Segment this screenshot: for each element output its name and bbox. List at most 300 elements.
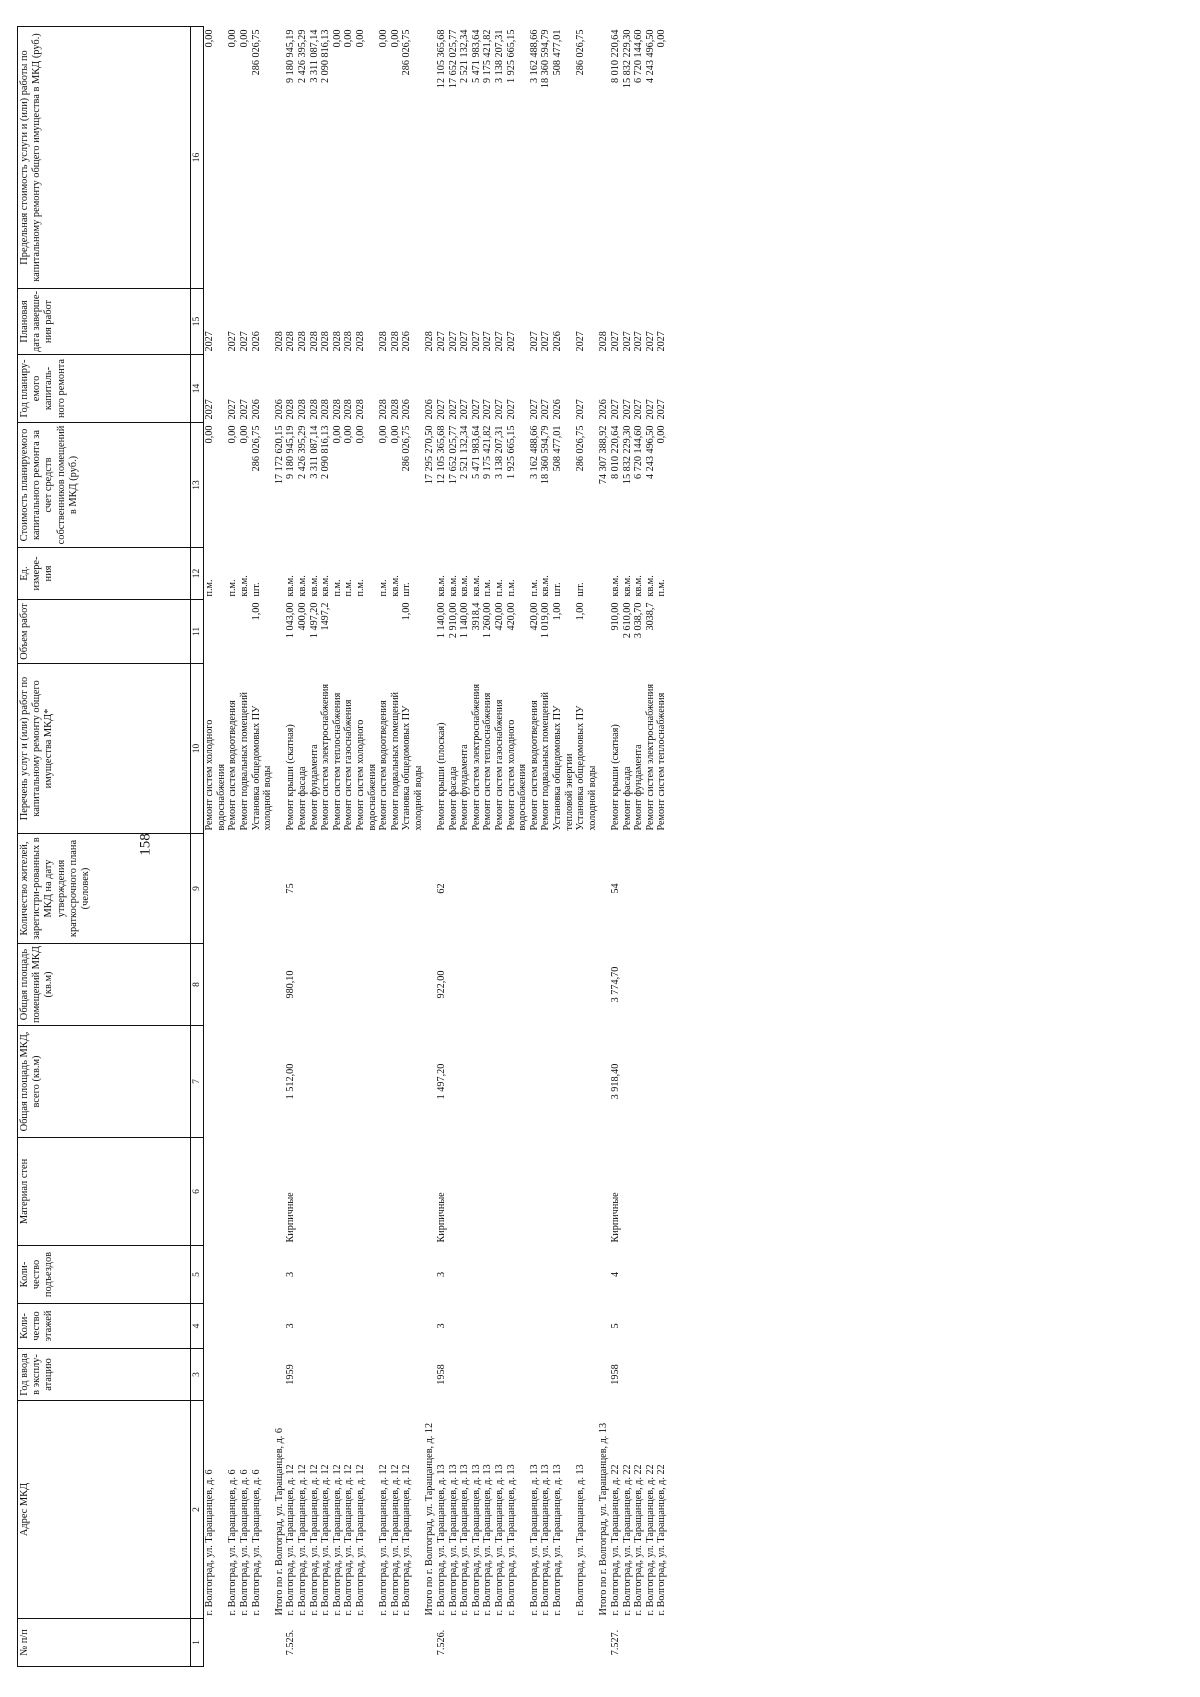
wall-material-cell (204, 1138, 228, 1246)
premises-area-cell (482, 944, 494, 1026)
row-number-cell: 7.525. (285, 1629, 297, 1656)
residents-count-cell (424, 834, 436, 944)
planned-cost-cell: 4 243 496,50 (644, 425, 656, 479)
work-volume-cell (239, 600, 251, 664)
planned-year-cell: 2027 (575, 399, 587, 420)
premises-area-cell (297, 944, 309, 1026)
premises-area-cell (448, 944, 460, 1026)
entrances-count-cell (297, 1246, 309, 1304)
residents-count-cell (494, 834, 506, 944)
table-row (401, 27, 424, 1667)
unit-cell: шт. (250, 582, 262, 597)
cost-limit-cell: 3 162 488,66 (528, 29, 540, 83)
planned-cost-cell: 0,00 (204, 425, 216, 444)
address-cell: Итого по г. Волгоград, ул. Таращанцев, д. 6 (273, 1428, 285, 1616)
residents-count-cell (529, 834, 541, 944)
floors-count-cell (378, 1304, 390, 1349)
wall-material-cell (633, 1138, 645, 1246)
floors-count-cell (575, 1304, 598, 1349)
cost-limit-cell: 0,00 (354, 29, 366, 48)
column-number: 1 (191, 1619, 204, 1667)
year-built-cell (494, 1349, 506, 1401)
wall-material-cell (378, 1138, 390, 1246)
table-row (297, 27, 309, 1667)
wall-material-cell: Кирпичные (609, 1192, 621, 1243)
unit-cell: кв.м. (447, 575, 459, 597)
row-number-cell (482, 1619, 494, 1667)
table-row (320, 27, 332, 1667)
table-row (529, 27, 541, 1667)
wall-material-cell (598, 1138, 610, 1246)
column-number: 6 (191, 1138, 204, 1246)
total-area-cell (482, 1026, 494, 1138)
floors-count-cell: 3 (285, 1323, 297, 1329)
residents-count-cell (239, 834, 251, 944)
floors-count-cell (227, 1304, 239, 1349)
completion-year-cell: 2027 (621, 331, 633, 352)
total-area-cell (622, 1026, 634, 1138)
unit-cell (598, 548, 610, 600)
address-cell: г. Волгоград, ул. Таращанцев, д. 13 (459, 1464, 471, 1616)
year-built-cell (424, 1349, 436, 1401)
planned-cost-cell: 5 471 983,64 (470, 425, 482, 479)
address-cell: г. Волгоград, ул. Таращанцев, д. 6 (204, 1469, 216, 1616)
work-type-cell: Ремонт систем газоснабжения (494, 699, 506, 831)
completion-year-cell: 2027 (644, 331, 656, 352)
row-number-cell (448, 1619, 460, 1667)
residents-count-cell (332, 834, 344, 944)
cost-limit-cell: 0,00 (331, 29, 343, 48)
year-built-cell (552, 1349, 575, 1401)
header-cell: Общая площадь помещений МКД (кв.м) (18, 944, 191, 1026)
residents-count-cell (390, 834, 402, 944)
floors-count-cell (390, 1304, 402, 1349)
completion-year-cell: 2027 (204, 331, 216, 352)
work-type-cell: Ремонт крыши (плоская) (436, 722, 448, 831)
row-number-cell (401, 1619, 424, 1667)
address-cell: г. Волгоград, ул. Таращанцев, д. 22 (609, 1464, 621, 1616)
wall-material-cell (320, 1138, 332, 1246)
work-volume-cell: 420,00 (505, 602, 517, 631)
work-volume-cell (656, 600, 668, 664)
row-number-cell (540, 1619, 552, 1667)
row-number-cell (297, 1619, 309, 1667)
row-number-cell (471, 1619, 483, 1667)
column-number: 8 (191, 944, 204, 1026)
wall-material-cell (297, 1138, 309, 1246)
work-type-cell: Ремонт систем электроснабжения (320, 683, 332, 831)
table-row (645, 27, 657, 1667)
completion-year-cell: 2027 (459, 331, 471, 352)
year-built-cell (332, 1349, 344, 1401)
work-volume-cell: 1 260,00 (482, 602, 494, 639)
unit-cell (274, 548, 286, 600)
floors-count-cell (598, 1304, 610, 1349)
entrances-count-cell (540, 1246, 552, 1304)
work-volume-cell (332, 600, 344, 664)
total-area-cell (633, 1026, 645, 1138)
work-volume-cell (343, 600, 355, 664)
total-area-cell (656, 1026, 668, 1138)
completion-year-cell: 2027 (656, 331, 668, 352)
row-number-cell (251, 1619, 274, 1667)
premises-area-cell (540, 944, 552, 1026)
planned-cost-cell: 0,00 (389, 425, 401, 444)
completion-year-cell: 2027 (528, 331, 540, 352)
work-type-cell: Установка общедомовых ПУ тепловой энергии (552, 705, 575, 831)
work-type-cell: Установка общедомовых ПУ холодной воды (250, 705, 274, 831)
work-volume-cell: 1497,2 (320, 602, 332, 631)
cost-limit-cell: 286 026,75 (575, 29, 587, 76)
table-row (239, 27, 251, 1667)
floors-count-cell (540, 1304, 552, 1349)
year-built-cell (297, 1349, 309, 1401)
work-volume-cell: 1,00 (401, 602, 413, 621)
unit-cell: шт. (401, 582, 413, 597)
planned-year-cell: 2027 (436, 399, 448, 420)
total-area-cell (494, 1026, 506, 1138)
floors-count-cell (494, 1304, 506, 1349)
premises-area-cell: 3 774,70 (609, 966, 621, 1003)
table-row (227, 27, 239, 1667)
total-area-cell (448, 1026, 460, 1138)
table-row (610, 27, 622, 1667)
premises-area-cell: 980,10 (285, 970, 297, 999)
wall-material-cell (309, 1138, 321, 1246)
year-built-cell (401, 1349, 424, 1401)
cost-limit-cell: 5 471 983,64 (470, 29, 482, 83)
cost-limit-cell: 9 175 421,82 (482, 29, 494, 83)
row-number-cell (390, 1619, 402, 1667)
floors-count-cell (355, 1304, 378, 1349)
total-area-cell (552, 1026, 575, 1138)
work-type-cell: Ремонт фасада (621, 766, 633, 831)
wall-material-cell (494, 1138, 506, 1246)
floors-count-cell (459, 1304, 471, 1349)
column-number: 16 (191, 27, 204, 289)
year-built-cell (204, 1349, 228, 1401)
total-area-cell (332, 1026, 344, 1138)
table-row (436, 27, 448, 1667)
year-built-cell (598, 1349, 610, 1401)
planned-year-cell: 2027 (470, 399, 482, 420)
floors-count-cell (204, 1304, 228, 1349)
floors-count-cell (320, 1304, 332, 1349)
planned-cost-cell: 9 180 945,19 (285, 425, 297, 479)
address-cell: г. Волгоград, ул. Таращанцев, д. 12 (285, 1464, 297, 1616)
wall-material-cell (471, 1138, 483, 1246)
cost-limit-cell: 12 105 365,68 (436, 29, 448, 89)
row-number-cell (309, 1619, 321, 1667)
planned-year-cell: 2026 (273, 399, 285, 420)
premises-area-cell (332, 944, 344, 1026)
work-volume-cell: 3918,4 (470, 602, 482, 631)
year-built-cell (506, 1349, 529, 1401)
entrances-count-cell (390, 1246, 402, 1304)
address-cell: г. Волгоград, ул. Таращанцев, д. 12 (401, 1464, 413, 1616)
address-cell: г. Волгоград, ул. Таращанцев, д. 22 (621, 1464, 633, 1616)
year-built-cell (482, 1349, 494, 1401)
cost-limit-cell: 2 426 395,29 (296, 29, 308, 83)
cost-limit-cell: 0,00 (343, 29, 355, 48)
row-number-cell (320, 1619, 332, 1667)
cost-limit-cell (274, 27, 286, 289)
total-area-cell (471, 1026, 483, 1138)
year-built-cell (448, 1349, 460, 1401)
address-cell: г. Волгоград, ул. Таращанцев, д. 13 (528, 1464, 540, 1616)
work-volume-cell: 1 497,20 (308, 602, 320, 639)
residents-count-cell: 75 (285, 883, 297, 894)
residents-count-cell (598, 834, 610, 944)
work-type-cell: Ремонт систем холодного водоснабжения (354, 719, 378, 831)
work-volume-cell: 3 038,70 (633, 602, 645, 639)
unit-cell: кв.м. (238, 575, 250, 597)
total-area-cell (506, 1026, 529, 1138)
premises-area-cell (529, 944, 541, 1026)
row-number-cell (494, 1619, 506, 1667)
table-row (355, 27, 378, 1667)
work-type-cell (424, 664, 436, 834)
row-number-cell (656, 1619, 668, 1667)
residents-count-cell (645, 834, 657, 944)
header-cell: Коли-чество подъездов (18, 1246, 191, 1304)
year-built-cell (320, 1349, 332, 1401)
header-cell: Объем работ (18, 600, 191, 664)
floors-count-cell (656, 1304, 668, 1349)
premises-area-cell (459, 944, 471, 1026)
planned-year-cell: 2026 (401, 399, 413, 420)
planned-cost-cell: 15 832 229,30 (621, 425, 633, 485)
address-cell: г. Волгоград, ул. Таращанцев, д. 12 (378, 1464, 390, 1616)
column-number: 11 (191, 600, 204, 664)
floors-count-cell (309, 1304, 321, 1349)
header-cell: Год ввода в эксплу-атацию (18, 1349, 191, 1401)
work-volume-cell: 1 140,00 (436, 602, 448, 639)
table-row (494, 27, 506, 1667)
work-volume-cell (274, 600, 286, 664)
planned-year-cell: 2027 (505, 399, 517, 420)
completion-year-cell: 2027 (482, 331, 494, 352)
year-built-cell (645, 1349, 657, 1401)
unit-cell: кв.м. (633, 575, 645, 597)
residents-count-cell (343, 834, 355, 944)
planned-cost-cell: 0,00 (331, 425, 343, 444)
year-built-cell (459, 1349, 471, 1401)
cost-limit-cell: 286 026,75 (250, 29, 262, 76)
completion-year-cell: 2027 (227, 331, 239, 352)
header-cell: Материал стен (18, 1138, 191, 1246)
cost-limit-cell: 0,00 (389, 29, 401, 48)
entrances-count-cell (320, 1246, 332, 1304)
completion-year-cell: 2028 (331, 331, 343, 352)
total-area-cell (401, 1026, 424, 1138)
floors-count-cell (401, 1304, 424, 1349)
entrances-count-cell (459, 1246, 471, 1304)
planned-cost-cell: 0,00 (354, 425, 366, 444)
completion-year-cell: 2027 (505, 331, 517, 352)
floors-count-cell (297, 1304, 309, 1349)
header-cell: Коли-чество этажей (18, 1304, 191, 1349)
table-body (204, 27, 668, 1667)
total-area-cell (355, 1026, 378, 1138)
cost-limit-cell: 4 243 496,50 (644, 29, 656, 83)
entrances-count-cell (552, 1246, 575, 1304)
planned-year-cell: 2028 (389, 399, 401, 420)
column-number: 2 (191, 1401, 204, 1619)
row-number-cell (552, 1619, 575, 1667)
work-volume-cell: 910,00 (609, 602, 621, 631)
floors-count-cell (506, 1304, 529, 1349)
floors-count-cell (448, 1304, 460, 1349)
row-number-cell (645, 1619, 657, 1667)
table-row (633, 27, 645, 1667)
address-cell: г. Волгоград, ул. Таращанцев, д. 12 (296, 1464, 308, 1616)
premises-area-cell (320, 944, 332, 1026)
table-row (656, 27, 668, 1667)
premises-area-cell (227, 944, 239, 1026)
cost-limit-cell: 6 720 144,60 (633, 29, 645, 83)
unit-cell: п.м. (331, 579, 343, 597)
address-cell: Итого по г. Волгоград, ул. Таращанцев, д. 12 (424, 1422, 436, 1616)
column-number: 14 (191, 355, 204, 423)
completion-year-cell: 2027 (470, 331, 482, 352)
completion-year-cell: 2028 (378, 331, 390, 352)
cost-limit-cell: 0,00 (227, 29, 239, 48)
completion-year-cell: 2027 (447, 331, 459, 352)
cost-limit-cell: 0,00 (238, 29, 250, 48)
planned-cost-cell: 0,00 (238, 425, 250, 444)
entrances-count-cell (239, 1246, 251, 1304)
unit-cell: п.м. (528, 579, 540, 597)
unit-cell: кв.м. (621, 575, 633, 597)
address-cell: г. Волгоград, ул. Таращанцев, д. 22 (644, 1464, 656, 1616)
cost-limit-cell: 0,00 (204, 29, 216, 48)
completion-year-cell: 2026 (250, 331, 262, 352)
floors-count-cell: 3 (436, 1323, 448, 1329)
row-number-cell: 7.527. (609, 1629, 621, 1656)
entrances-count-cell: 3 (285, 1271, 297, 1278)
residents-count-cell (309, 834, 321, 944)
wall-material-cell (506, 1138, 529, 1246)
work-type-cell: Ремонт систем теплоснабжения (482, 692, 494, 831)
address-cell: г. Волгоград, ул. Таращанцев, д. 13 (436, 1464, 448, 1616)
entrances-count-cell (448, 1246, 460, 1304)
planned-cost-cell: 6 720 144,60 (633, 425, 645, 479)
row-number-cell: 7.526. (436, 1629, 448, 1656)
completion-year-cell: 2028 (273, 331, 285, 352)
table-row (575, 27, 598, 1667)
wall-material-cell (390, 1138, 402, 1246)
completion-year-cell: 2026 (401, 331, 413, 352)
premises-area-cell (251, 944, 274, 1026)
premises-area-cell (343, 944, 355, 1026)
planned-year-cell: 2027 (540, 399, 552, 420)
address-cell: г. Волгоград, ул. Таращанцев, д. 13 (447, 1464, 459, 1616)
premises-area-cell (598, 944, 610, 1026)
column-number: 4 (191, 1304, 204, 1349)
premises-area-cell (622, 944, 634, 1026)
total-area-cell (390, 1026, 402, 1138)
year-built-cell (355, 1349, 378, 1401)
completion-year-cell: 2028 (598, 331, 610, 352)
year-built-cell (227, 1349, 239, 1401)
wall-material-cell (274, 1138, 286, 1246)
row-number-cell (598, 1619, 610, 1667)
entrances-count-cell (424, 1246, 436, 1304)
column-number: 13 (191, 423, 204, 548)
entrances-count-cell (332, 1246, 344, 1304)
premises-area-cell (239, 944, 251, 1026)
cost-limit-cell: 0,00 (656, 29, 668, 48)
residents-count-cell (633, 834, 645, 944)
cost-limit-cell: 508 477,01 (552, 29, 564, 76)
year-built-cell (633, 1349, 645, 1401)
table-row (482, 27, 494, 1667)
planned-cost-cell: 0,00 (378, 425, 390, 444)
planned-cost-cell: 0,00 (227, 425, 239, 444)
cost-limit-cell: 9 180 945,19 (285, 29, 297, 83)
total-row (598, 27, 610, 1667)
floors-count-cell (424, 1304, 436, 1349)
work-volume-cell: 1 043,00 (285, 602, 297, 639)
work-type-cell: Ремонт систем водоотведения (227, 700, 239, 831)
total-row (424, 27, 436, 1667)
address-cell: г. Волгоград, ул. Таращанцев, д. 13 (540, 1464, 552, 1616)
planned-year-cell: 2027 (204, 399, 216, 420)
header-row (18, 27, 191, 1667)
row-number-cell (274, 1619, 286, 1667)
floors-count-cell (343, 1304, 355, 1349)
planned-cost-cell: 8 010 220,64 (609, 425, 621, 479)
work-volume-cell: 1 140,00 (459, 602, 471, 639)
work-volume-cell (424, 600, 436, 664)
residents-count-cell (320, 834, 332, 944)
table-row (204, 27, 228, 1667)
column-number: 5 (191, 1246, 204, 1304)
completion-year-cell: 2026 (552, 331, 564, 352)
total-area-cell (239, 1026, 251, 1138)
work-type-cell: Ремонт систем электроснабжения (644, 683, 656, 831)
floors-count-cell (274, 1304, 286, 1349)
residents-count-cell (204, 834, 228, 944)
planned-cost-cell: 9 175 421,82 (482, 425, 494, 479)
planned-year-cell: 2028 (378, 399, 390, 420)
year-built-cell: 1958 (436, 1364, 448, 1385)
total-area-cell: 3 918,40 (609, 1063, 621, 1100)
premises-area-cell (378, 944, 390, 1026)
completion-year-cell: 2028 (354, 331, 366, 352)
entrances-count-cell (506, 1246, 529, 1304)
unit-cell: шт. (552, 582, 564, 597)
row-number-cell (239, 1619, 251, 1667)
planned-cost-cell: 18 360 594,79 (540, 425, 552, 485)
unit-cell: кв.м. (320, 575, 332, 597)
work-volume-cell: 400,00 (296, 602, 308, 631)
wall-material-cell (482, 1138, 494, 1246)
planned-cost-cell: 17 652 025,77 (447, 425, 459, 485)
work-volume-cell: 1,00 (250, 602, 262, 621)
completion-year-cell: 2028 (389, 331, 401, 352)
cost-limit-cell: 2 521 132,34 (459, 29, 471, 83)
residents-count-cell (622, 834, 634, 944)
column-number: 15 (191, 289, 204, 355)
floors-count-cell (645, 1304, 657, 1349)
header-cell: Количество жителей, зарегистри-рованных в МКД на дату утверждения краткосрочного плана (человек) (18, 834, 191, 944)
entrances-count-cell (401, 1246, 424, 1304)
unit-cell: п.м. (354, 579, 366, 597)
wall-material-cell (575, 1138, 598, 1246)
total-area-cell (459, 1026, 471, 1138)
